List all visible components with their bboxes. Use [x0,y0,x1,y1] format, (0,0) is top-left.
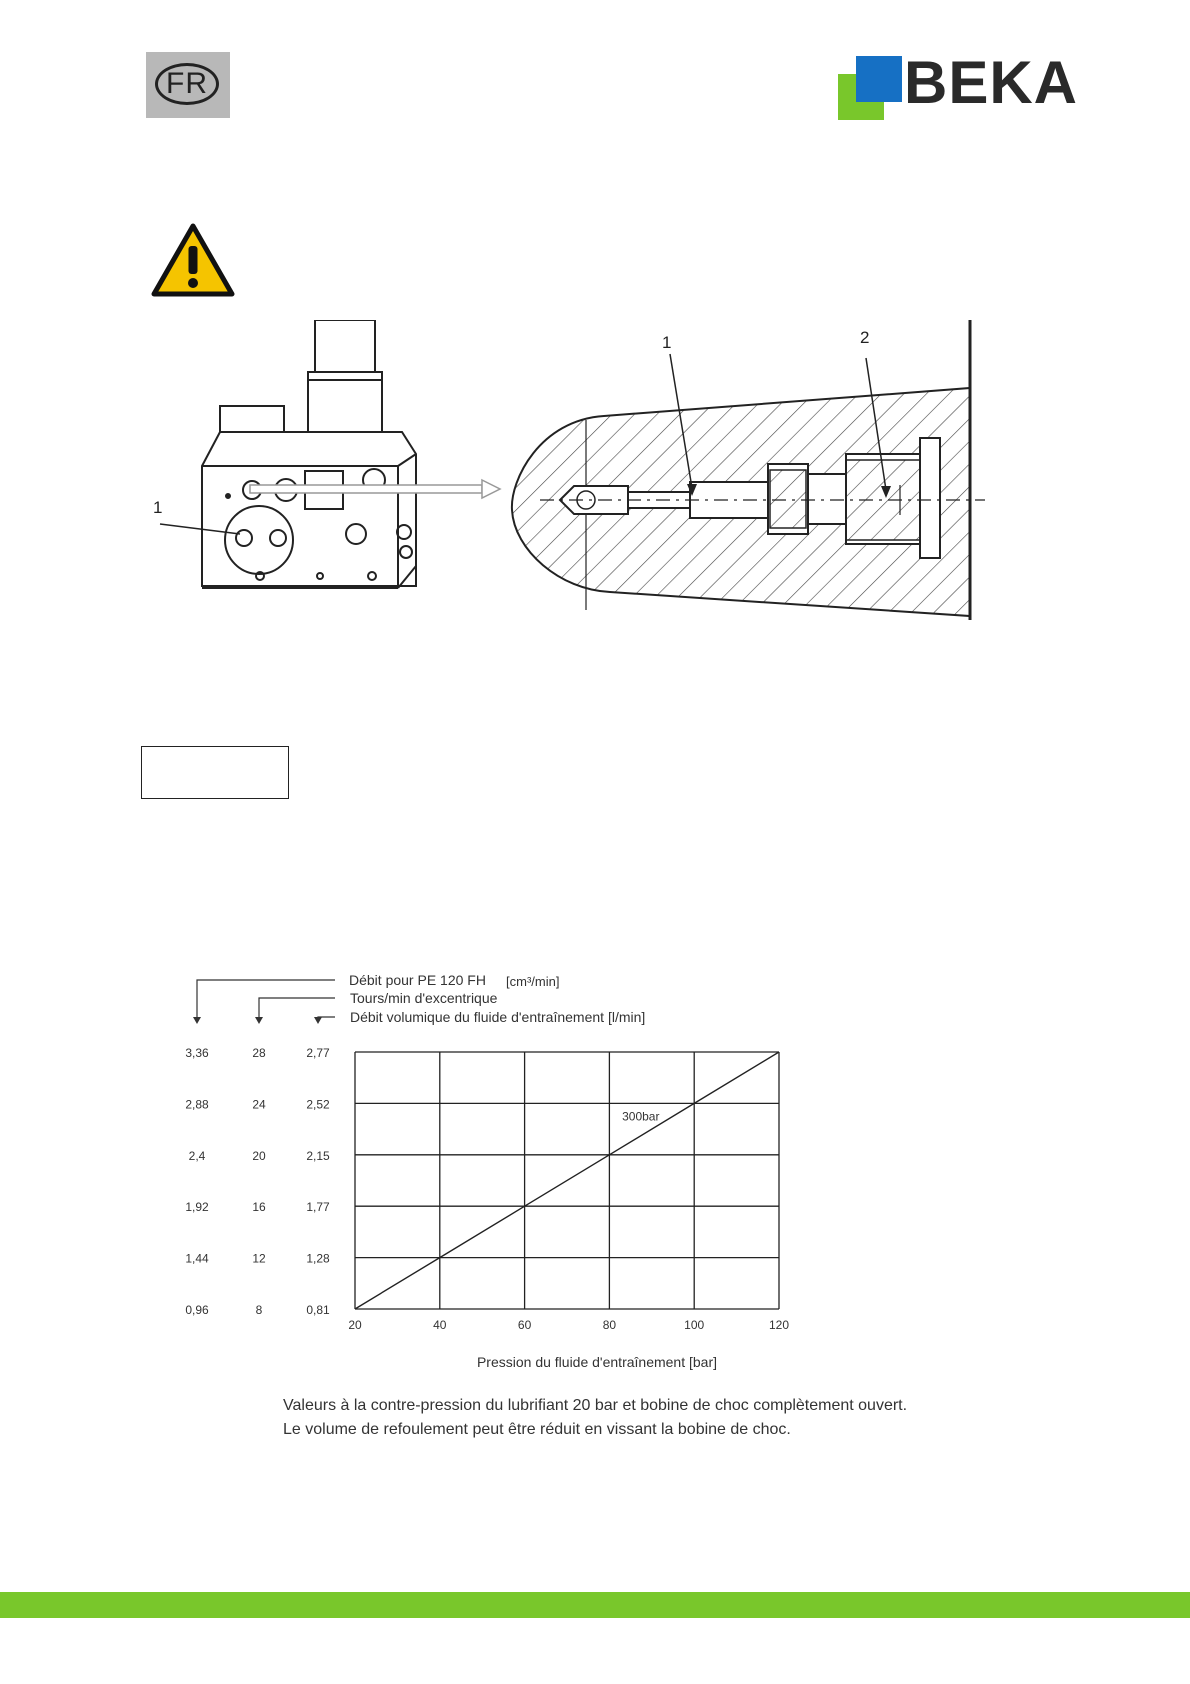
warning-triangle-icon [150,222,236,298]
brand-name: BEKA [904,49,1079,116]
callout-section-1: 1 [662,333,672,352]
x-tick-label: 40 [433,1318,447,1332]
empty-label-box [141,746,289,799]
x-axis-label: Pression du fluide d'entraînement [bar] [476,1354,718,1370]
x-tick-label: 20 [348,1318,362,1332]
callout-section-2: 2 [860,328,870,347]
x-tick-label: 80 [602,1318,617,1332]
y-tick-label: 28 [252,1046,266,1060]
performance-chart [170,965,820,1385]
y-tick-label: 24 [252,1097,266,1112]
y-tick-label: 2,88 [185,1097,209,1112]
y-tick-label: 0,96 [185,1303,209,1317]
y-tick-label: 1,44 [185,1251,209,1266]
x-tick-label: 120 [768,1318,790,1332]
y-tick-label: 1,28 [306,1251,330,1266]
y-tick-label: 2,52 [306,1097,330,1112]
y-tick-label: 16 [252,1200,266,1215]
y-tick-label: 8 [255,1303,263,1317]
language-code: FR [155,63,219,105]
y-tick-label: 20 [252,1148,266,1163]
y-tick-label: 1,92 [185,1200,209,1215]
y-tick-label: 3,36 [185,1046,209,1060]
legend-flow: Débit pour PE 120 FH [349,972,486,988]
series-label: 300bar [622,1109,660,1124]
x-tick-label: 100 [684,1318,705,1332]
y-tick-label: 0,81 [306,1303,330,1317]
language-badge [146,52,230,118]
callout-left-label: 1 [153,498,163,517]
note-line-2: Le volume de refoulement peut être réduit en vissant la bobine de choc. [283,1421,791,1438]
footer-bar [0,1592,1190,1618]
legend-rpm: Tours/min d'excentrique [350,990,498,1006]
legend-flow-unit: [cm³/min] [506,974,560,989]
y-tick-label: 2,77 [306,1046,330,1060]
logo-blue-square [856,56,902,102]
y-tick-label: 2,4 [188,1148,206,1163]
y-tick-label: 12 [252,1251,266,1266]
x-tick-label: 60 [517,1318,532,1332]
y-tick-label: 2,15 [306,1148,330,1163]
technical-drawing [140,320,1000,620]
note-line-1: Valeurs à la contre-pression du lubrifiant 20 bar et bobine de choc complètement ouvert. [283,1397,908,1414]
pump-block [202,320,416,588]
series-line-300bar [355,1052,779,1309]
beka-logo [838,49,1110,120]
y-tick-label: 1,77 [306,1200,330,1215]
legend-drive-fluid: Débit volumique du fluide d'entraînement [l/min] [350,1009,646,1025]
